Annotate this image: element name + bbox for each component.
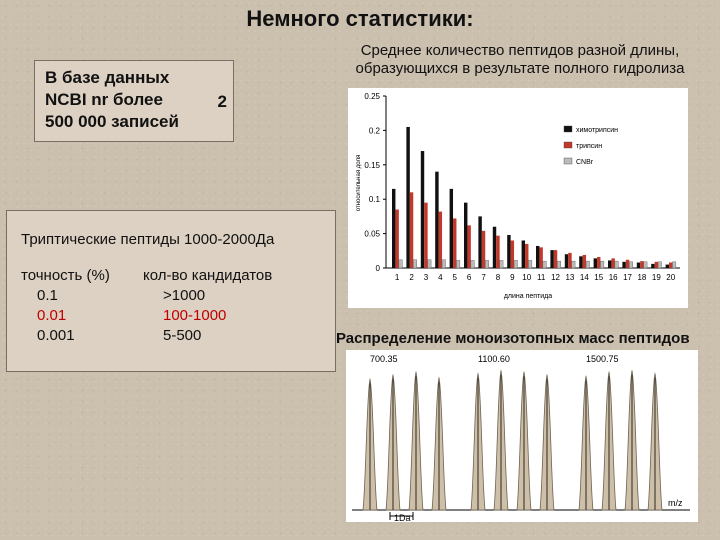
bar-химотрипсин [637, 262, 640, 268]
bar-CNBr [500, 260, 503, 268]
y-axis-label: относительная доля [356, 154, 362, 212]
bar-химотрипсин [579, 256, 582, 268]
x-tick-label: 11 [536, 273, 546, 282]
peptide-length-chart-svg [348, 88, 688, 308]
bar-трипсин [611, 258, 614, 268]
bar-химотрипсин [594, 258, 597, 268]
legend-label: химотрипсин [576, 127, 619, 134]
peptide-length-chart [348, 88, 688, 308]
bar-CNBr [586, 261, 589, 268]
x-tick-label: 4 [438, 273, 443, 282]
candidates-column-header: кол-во кандидатов [143, 267, 273, 284]
bar-трипсин [467, 225, 470, 268]
bar-химотрипсин [392, 189, 395, 268]
bar-химотрипсин [622, 262, 625, 268]
x-tick-label: 12 [551, 273, 560, 282]
x-tick-label: 20 [666, 273, 676, 282]
superscript-reference: 2 [217, 92, 227, 111]
bar-химотрипсин [421, 151, 424, 268]
bar-химотрипсин [493, 227, 496, 268]
bar-CNBr [644, 262, 647, 268]
bar-химотрипсин [608, 260, 611, 268]
x-axis-label: m/z [668, 498, 683, 508]
x-tick-label: 14 [579, 273, 589, 282]
bar-химотрипсин [522, 240, 525, 268]
bar-химотрипсин [550, 250, 553, 268]
bar-CNBr [399, 260, 402, 268]
y-tick-label: 0.05 [364, 229, 380, 239]
bar-химотрипсин [565, 254, 568, 268]
bar-химотрипсин [478, 216, 481, 268]
x-tick-label: 5 [452, 273, 457, 282]
accuracy-column-header: точность (%) [21, 267, 110, 284]
peak-mass-label: 1100.60 [478, 354, 510, 364]
bar-трипсин [482, 231, 485, 268]
bar-трипсин [655, 262, 658, 268]
bar-трипсин [410, 192, 413, 268]
bar-трипсин [539, 247, 542, 268]
bar-трипсин [568, 253, 571, 268]
mass-distribution-chart [346, 350, 698, 522]
x-tick-label: 13 [565, 273, 575, 282]
bar-CNBr [543, 261, 546, 268]
x-tick-label: 9 [510, 273, 515, 282]
mass-distribution-caption: Распределение моноизотопных масс пептидов [336, 330, 690, 347]
peak-mass-label: 700.35 [370, 354, 398, 364]
scale-bar-label: 1Da [394, 513, 411, 522]
bar-CNBr [471, 260, 474, 268]
chart-caption [322, 42, 718, 78]
x-tick-label: 16 [608, 273, 618, 282]
y-tick-label: 0.25 [364, 92, 380, 101]
x-tick-label: 8 [495, 273, 501, 282]
bar-CNBr [528, 260, 531, 268]
bar-трипсин [626, 260, 629, 268]
bar-трипсин [669, 262, 672, 268]
chart-caption-line-2: образующихся в результате полного гидролиза [355, 60, 685, 77]
accuracy-value: 0.1 [37, 287, 58, 304]
y-tick-label: 0 [375, 264, 380, 273]
y-tick-label: 0.1 [368, 195, 380, 205]
x-tick-label: 1 [394, 273, 400, 282]
y-tick-label: 0.2 [368, 126, 380, 136]
tryptic-peptides-header: Триптические пептиды 1000-2000Да [21, 231, 275, 248]
bar-CNBr [615, 261, 618, 268]
x-tick-label: 15 [594, 273, 604, 282]
bar-трипсин [395, 210, 398, 268]
x-tick-label: 19 [651, 273, 661, 282]
tryptic-peptides-box [6, 210, 336, 372]
bar-трипсин [597, 257, 600, 268]
bar-CNBr [428, 260, 431, 268]
x-tick-label: 7 [481, 273, 486, 282]
bar-трипсин [511, 240, 514, 268]
bar-химотрипсин [507, 235, 510, 268]
y-tick-label: 0.15 [364, 160, 380, 170]
bar-CNBr [600, 261, 603, 268]
accuracy-value: 0.001 [37, 327, 75, 344]
legend-label: трипсин [576, 143, 603, 150]
bar-CNBr [413, 260, 416, 268]
x-axis-label: длина пептида [503, 293, 553, 300]
bar-химотрипсин [406, 127, 409, 268]
x-tick-label: 6 [466, 273, 472, 282]
x-tick-label: 3 [423, 273, 429, 282]
legend-swatch [564, 126, 572, 132]
bar-CNBr [629, 262, 632, 268]
database-line-1: В базе данных [45, 68, 170, 87]
database-line-3: 500 000 записей [45, 112, 179, 131]
candidates-value: >1000 [163, 287, 206, 304]
bar-химотрипсин [536, 246, 539, 268]
bar-CNBr [658, 262, 661, 268]
bar-CNBr [572, 261, 575, 268]
legend-label: CNBr [576, 159, 594, 166]
candidates-value: 5-500 [163, 327, 202, 344]
database-info-box [34, 60, 234, 142]
bar-химотрипсин [450, 189, 453, 268]
chart-caption-line-1: Среднее количество пептидов разной длины, [360, 42, 680, 59]
bar-трипсин [439, 212, 442, 268]
bar-трипсин [640, 261, 643, 268]
bar-CNBr [442, 260, 445, 268]
bar-трипсин [583, 255, 586, 268]
bar-CNBr [485, 260, 488, 268]
bar-CNBr [557, 261, 560, 268]
legend-swatch [564, 158, 572, 164]
bar-CNBr [672, 262, 675, 268]
bar-трипсин [424, 203, 427, 268]
peak-mass-label: 1500.75 [586, 354, 619, 364]
bar-CNBr [456, 260, 459, 268]
database-line-2: NCBI nr более [45, 90, 163, 109]
x-tick-label: 10 [522, 273, 532, 282]
x-tick-label: 2 [409, 273, 414, 282]
bar-трипсин [554, 250, 557, 268]
bar-химотрипсин [435, 172, 438, 268]
bar-трипсин [525, 244, 528, 268]
candidates-value-highlighted: 100-1000 [163, 307, 227, 324]
bar-химотрипсин [651, 264, 654, 268]
bar-химотрипсин [464, 203, 467, 268]
accuracy-value-highlighted: 0.01 [37, 307, 67, 324]
bar-трипсин [496, 236, 499, 268]
mass-distribution-chart-svg [346, 350, 698, 522]
bar-CNBr [514, 260, 517, 268]
bar-химотрипсин [666, 265, 669, 268]
bar-трипсин [453, 218, 456, 268]
slide-title: Немного статистики: [246, 6, 474, 31]
x-tick-label: 17 [623, 273, 632, 282]
legend-swatch [564, 142, 572, 148]
x-tick-label: 18 [637, 273, 647, 282]
